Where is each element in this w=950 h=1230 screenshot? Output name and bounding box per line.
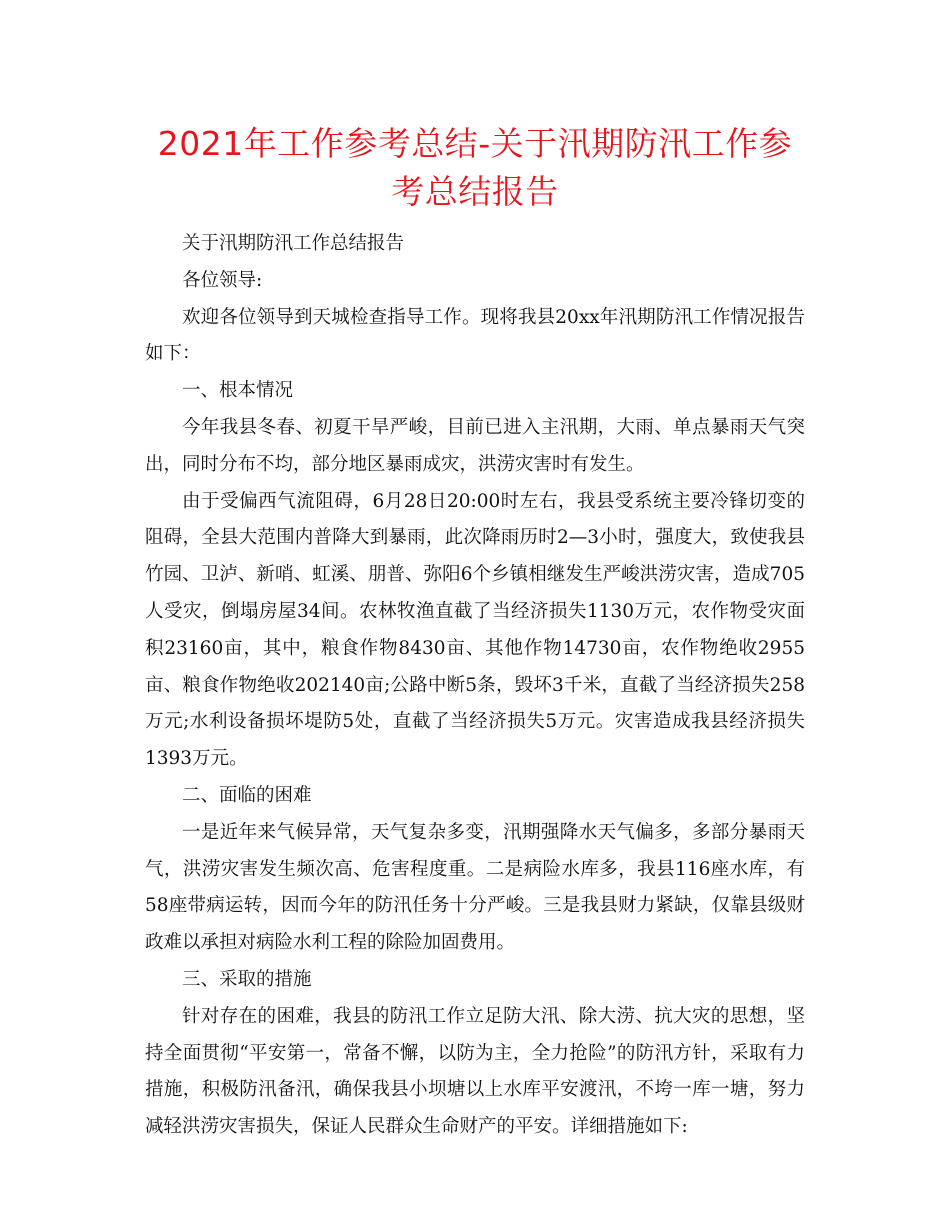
paragraph: 针对存在的困难，我县的防汛工作立足防大汛、除大涝、抗大灾的思想，坚持全面贯彻“平安第一，常备不懈，以防为主，全力抢险”的防汛方针，采取有力措施，积极防汛备汛，确保我县小坝塘以上水库平安渡汛，不垮一库一塘，努力减轻洪涝灾害损失，保证人民群众生命财产的平安。详细措施如下: [145,1005,805,1138]
document-body [145,226,805,1146]
document-subtitle: 关于汛期防汛工作总结报告 [182,233,405,254]
paragraph: 由于受偏西气流阻碍，6月28日20:00时左右，我县受系统主要冷锋切变的阻碍，全县大范围内普降大到暴雨，此次降雨历时2—3小时，强度大，致使我县竹园、卫泸、新哨、虹溪、朋普、弥阳6个乡镇相继发生严峻洪涝灾害，造成705人受灾，倒塌房屋34间。农林牧渔直截了当经济损失1130万元，农作物受灾面积23160亩，其中，粮食作物8430亩、其他作物14730亩，农作物绝收2955亩、粮食作物绝收202140亩;公路中断5条，毁坏3千米，直截了当经济损失258万元;水利设备损坏堤防5处，直截了当经济损失5万元。灾害造成我县经济损失1393万元。 [145,490,805,770]
paragraph: 一是近年来气候异常，天气复杂多变，汛期强降水天气偏多，多部分暴雨天气，洪涝灾害发生频次高、危害程度重。二是病险水库多，我县116座水库，有58座带病运转，因而今年的防汛任务十分严峻。三是我县财力紧缺，仅靠县级财政难以承担对病险水利工程的除险加固费用。 [145,821,805,954]
section-heading-measures: 三、采取的措施 [182,968,312,990]
intro-paragraph: 欢迎各位领导到天城检查指导工作。现将我县20xx年汛期防汛工作情况报告如下： [145,306,805,365]
salutation: 各位领导: [182,269,263,291]
document-title: 2021年工作参考总结-关于汛期防汛工作参考总结报告 [157,124,793,211]
section-heading-basic-situation: 一、根本情况 [182,380,294,402]
section-heading-difficulties: 二、面临的困难 [182,784,312,806]
paragraph: 今年我县冬春、初夏干旱严峻，目前已进入主汛期，大雨、单点暴雨天气突出，同时分布不均，部分地区暴雨成灾，洪涝灾害时有发生。 [145,416,805,475]
